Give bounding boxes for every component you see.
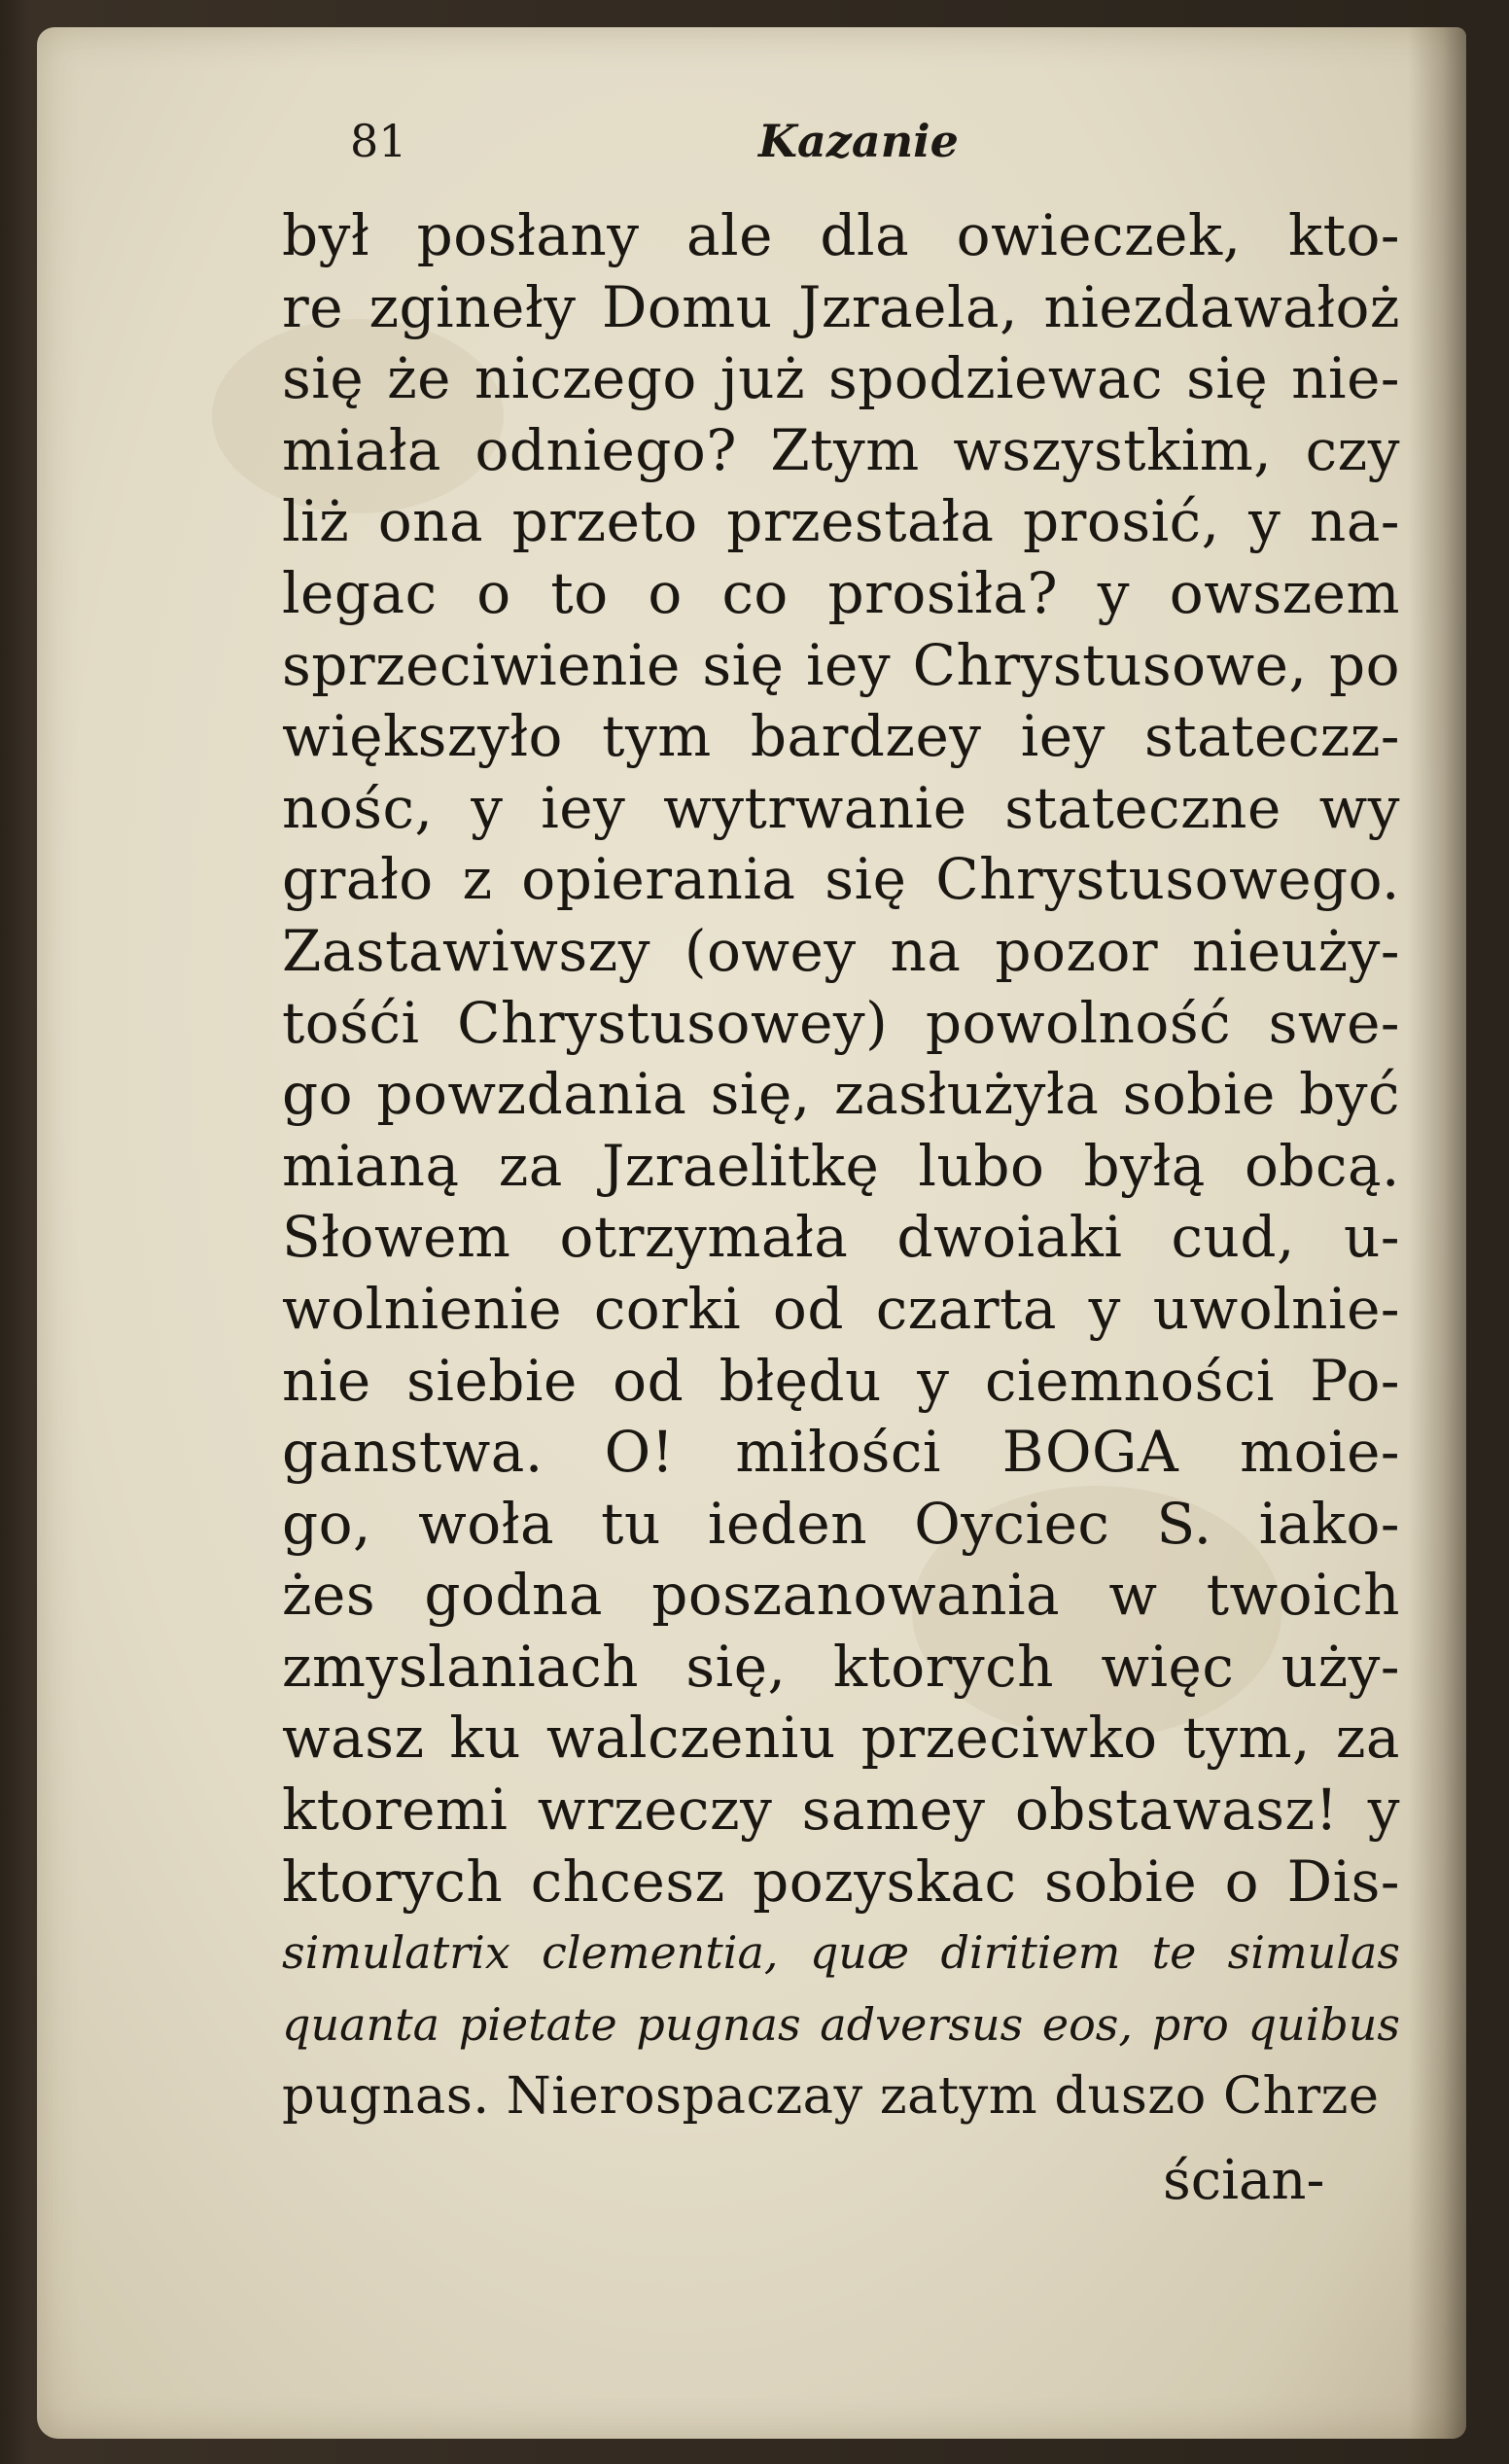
text-line: go, woła tu ieden Oyciec S. iako‑ (282, 1490, 1400, 1557)
text-line: ktorych chcesz pozyskac sobie o Dis‑ (282, 1848, 1400, 1915)
latin-quote-line: simulatrix clementia, quæ diritiem te simulas (282, 1926, 1400, 1980)
text-line: sprzeciwienie się iey Chrystusowe, po (282, 631, 1400, 698)
text-line: go powzdania się, zasłużyła sobie być (282, 1061, 1400, 1128)
text-line: zmyslaniach się, ktorych więc uży‑ (282, 1633, 1400, 1700)
text-line: tośći Chrystusowey) powolność swe‑ (282, 989, 1400, 1056)
text-line: grało z opierania się Chrystusowego. (282, 846, 1400, 913)
text-line: ganstwa. O! miłości BOGA moie‑ (282, 1419, 1400, 1486)
body-text (282, 200, 1400, 2132)
page-gutter-shadow (1408, 27, 1466, 2439)
text-line: mianą za Jzraelitkę lubo byłą obcą. (282, 1132, 1400, 1199)
text-line: się że niczego już spodziewac się nie‑ (282, 345, 1400, 412)
text-line: nośc, y iey wytrwanie stateczne wy (282, 774, 1400, 841)
text-line: legac o to o co prosiła? y owszem (282, 559, 1400, 626)
text-line: Słowem otrzymała dwoiaki cud, u‑ (282, 1204, 1400, 1271)
text-line: żes godna poszanowania w twoich (282, 1562, 1400, 1629)
text-line: nie siebie od błędu y ciemności Po‑ (282, 1347, 1400, 1414)
text-line: Zastawiwszy (owey na pozor nieuży‑ (282, 917, 1400, 984)
text-line: pugnas. Nierospaczay zatym duszo Chrze (282, 2066, 1380, 2127)
page-number: 81 (350, 115, 407, 167)
running-title: Kazanie (758, 115, 959, 167)
text-line: większyło tym bardzey iey stateczz‑ (282, 703, 1400, 770)
text-line: wasz ku walczeniu przeciwko tym, za (282, 1705, 1400, 1772)
text-line: był posłany ale dla owieczek, kto‑ (282, 202, 1400, 268)
text-line: ktoremi wrzeczy samey obstawasz! y (282, 1777, 1400, 1844)
text-line: miała odniego? Ztym wszystkim, czy (282, 416, 1400, 483)
catchword: ścian‑ (1163, 2149, 1325, 2212)
latin-quote-line: quanta pietate pugnas adversus eos, pro quibus (282, 1997, 1400, 2051)
text-line: liż ona przeto przestała prosić, y na‑ (282, 488, 1400, 555)
page-header (311, 115, 1381, 193)
text-line: wolnienie corki od czarta y uwolnie‑ (282, 1275, 1400, 1342)
text-line: re zgineły Domu Jzraela, niezdawałoż (282, 273, 1400, 340)
